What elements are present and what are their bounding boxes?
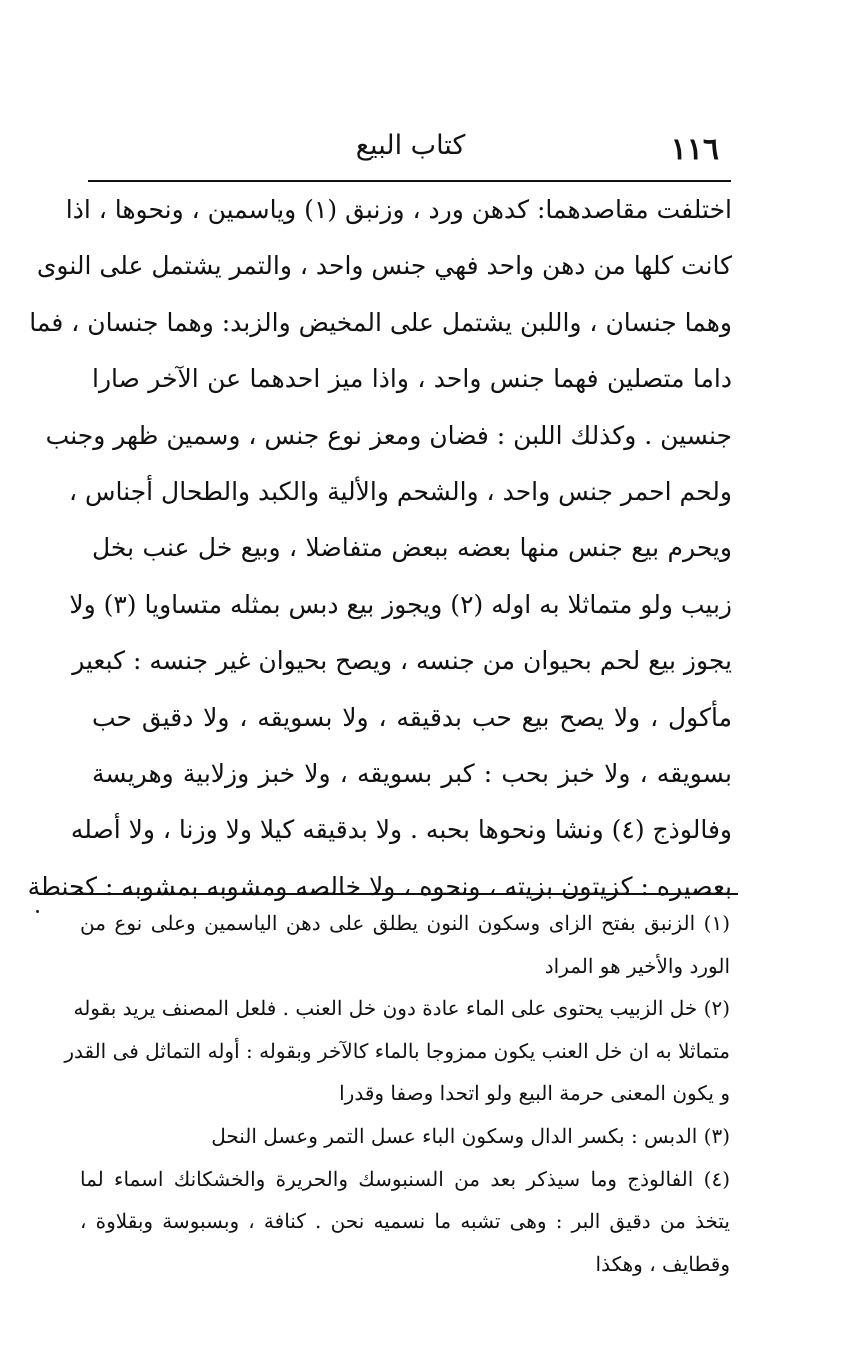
footnotes (64, 902, 730, 1285)
text-line: بسويقه ، ولا خبز بحب : كبر بسويقه ، ولا خبز وزلابية وهريسة (92, 758, 732, 788)
text-line: وهما جنسان ، واللبن يشتمل على المخيض والزبد: وهما جنسان ، فما (29, 307, 732, 337)
text-line: زبيب ولو متماثلا به اوله (٢) ويجوز بيع دبس بمثله متساويا (٣) ولا (69, 589, 732, 619)
footnote-1-line: الورد والأخير هو المراد (544, 953, 730, 978)
text-line: بعصيره : كزيتون بزيته ، ونحوه ، ولا خالصه ومشوبه بمشوبه : كحنطة (27, 871, 732, 901)
main-text (27, 182, 732, 915)
text-line: كانت كلها من دهن واحد فهي جنس واحد ، والتمر يشتمل على النوى (36, 251, 732, 281)
page-header (88, 128, 733, 172)
running-title: كتاب البيع (355, 130, 466, 161)
footnote-4-line: وقطايف ، وهكذا (595, 1251, 730, 1276)
footnote-3-line: (٣) الدبس : بكسر الدال وسكون الباء عسل التمر وعسل النحل (211, 1123, 730, 1148)
footnote-rule (70, 893, 738, 895)
footnote-2-line: (٢) خل الزبيب يحتوى على الماء عادة دون خل العنب . فلعل المصنف يريد بقوله (73, 996, 730, 1021)
text-line: يجوز بيع لحم بحيوان من جنسه ، ويصح بحيوان غير جنسه : كبعير (72, 646, 732, 676)
text-line: داما متصلين فهما جنس واحد ، واذا ميز احدهما عن الآخر صارا (92, 364, 732, 394)
text-line: ولحم احمر جنس واحد ، والشحم والألية والكبد والطحال أجناس ، (69, 476, 732, 506)
footnote-1-line: (١) الزنبق بفتح الزاى وسكون النون يطلق على دهن الياسمين وعلى نوع من (80, 911, 730, 935)
text-line: جنسين . وكذلك اللبن : فضان ومعز نوع جنس ، وسمين ظهر وجنب (45, 420, 732, 450)
footnote-2-line: متماثلا به ان خل العنب يكون ممزوجا بالماء كالآخر وبقوله : أوله التماثل فى القدر (64, 1038, 730, 1063)
text-line: ويحرم بيع جنس منها بعضه ببعض متفاضلا ، وبيع خل عنب بخل (92, 533, 732, 563)
print-speck (36, 910, 39, 913)
footnote-4-line: يتخذ من دقيق البر : وهى تشبه ما نسميه نحن . كنافة ، وبسبوسة وبقلاوة ، (80, 1209, 730, 1234)
text-line: وفالوذج (٤) ونشا ونحوها بحبه . ولا بدقيقه كيلا ولا وزنا ، ولا أصله (70, 815, 732, 845)
text-line: اختلفت مقاصدهما: كدهن ورد ، وزنبق (١) وياسمين ، ونحوها ، اذا (65, 195, 732, 224)
footnote-4-line: (٤) الفالوذج وما سيذكر بعد من السنبوسك والحريرة والخشكانك اسماء لما (80, 1166, 730, 1191)
page-number: ١١٦ (670, 132, 719, 167)
footnote-2-line: و يكون المعنى حرمة البيع ولو اتحدا وصفا وقدرا (339, 1081, 730, 1106)
text-line: مأكول ، ولا يصح بيع حب بدقيقه ، ولا بسويقه ، ولا دقيق حب (92, 702, 732, 732)
